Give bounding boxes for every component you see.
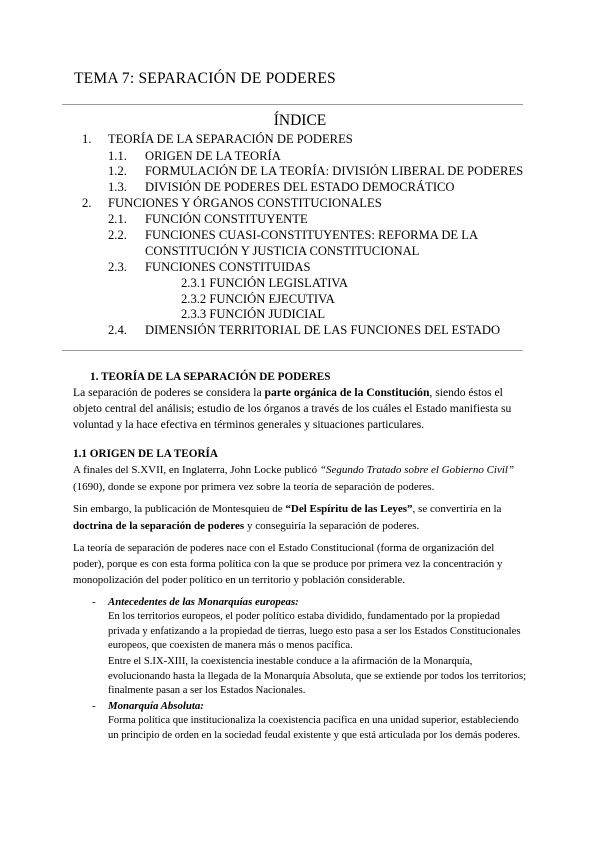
paragraph-montesquieu: Sin embargo, la publicación de Montesquieu de “Del Espíritu de las Leyes”, se convertiría en la doctrina de la separación de poderes y conseguiría la separación de poderes. [73, 503, 502, 532]
index-heading: ÍNDICE [273, 112, 327, 129]
toc-item-2-3-1[interactable]: 2.3.1 FUNCIÓN LEGISLATIVA [181, 276, 348, 290]
toc-number: 1.2. [108, 164, 127, 178]
toc-item-2-1[interactable]: FUNCIÓN CONSTITUYENTE [145, 212, 308, 226]
section-heading: 1. TEORÍA DE LA SEPARACIÓN DE PODERES [90, 371, 331, 383]
divider-top [62, 104, 523, 105]
toc-item-2-4[interactable]: DIMENSIÓN TERRITORIAL DE LAS FUNCIONES DEL ESTADO [145, 323, 501, 337]
bullet-dash: - [92, 596, 96, 608]
subsection-heading: 1.1 ORIGEN DE LA TEORÍA [73, 448, 218, 460]
divider-bottom [62, 350, 523, 351]
bullet-title: Antecedentes de las Monarquías europeas: [108, 596, 299, 608]
paragraph-origin: La teoría de separación de poderes nace con el Estado Constitucional (forma de organización del poder), porque es con esta forma política con la que se produce por primera vez la concentración y monopolización del poder político en un territorio y población considerable. [73, 542, 503, 586]
toc-item-1-3[interactable]: DIVISIÓN DE PODERES DEL ESTADO DEMOCRÁTICO [145, 180, 455, 194]
toc-number: 2. [82, 196, 92, 210]
toc-item-2-3-3[interactable]: 2.3.3 FUNCIÓN JUDICIAL [181, 307, 326, 321]
toc-number: 2.3. [108, 260, 127, 274]
toc-item-2-2[interactable]: FUNCIONES CUASI-CONSTITUYENTES: REFORMA DE LA [145, 228, 479, 242]
bullet-title: Monarquía Absoluta: [108, 700, 204, 712]
document-title: TEMA 7: SEPARACIÓN DE PODERES [74, 70, 336, 87]
toc-item-2-2-cont[interactable]: CONSTITUCIÓN Y JUSTICIA CONSTITUCIONAL [145, 244, 420, 258]
toc-number: 1.1. [108, 149, 127, 163]
bullet-dash: - [92, 700, 96, 712]
toc-item-2-3[interactable]: FUNCIONES CONSTITUIDAS [145, 260, 311, 274]
bullet-text: En los territorios europeos, el poder político estaba dividido, fundamentado por la propiedad privada y enfatizando a la propiedad de tierras, luego esto pasa a ser los Estados Constitucionales europeos, que coexisten de manera más o menos pacífica. [108, 611, 521, 651]
toc-item-1-1[interactable]: ORIGEN DE LA TEORÍA [145, 149, 281, 163]
bullet-text: Forma política que institucionaliza la coexistencia pacífica en una unidad superior, estableciendo un principio de orden en la sociedad feudal existente y que está articulada por los demás poderes. [108, 715, 521, 741]
toc-item-1[interactable]: TEORÍA DE LA SEPARACIÓN DE PODERES [108, 132, 353, 146]
bullet-text: Entre el S.IX-XIII, la coexistencia inestable conduce a la afirmación de la Monarquía, evolucionando hasta la llegada de la Monarquía Absoluta, que se extiende por todos los territorios; finalmente pasan a ser los Estados Nacionales. [108, 656, 527, 696]
toc-number: 1.3. [108, 180, 127, 194]
toc-number: 2.2. [108, 228, 127, 242]
section1-paragraph: La separación de poderes se considera la parte orgánica de la Constitución, siendo éstos el objeto central del análisis; estudio de los órganos a través de los cuáles el Estado manifiesta su voluntad y la hace efectiva en términos generales y situaciones particulares. [73, 386, 512, 431]
toc-number: 2.1. [108, 212, 127, 226]
toc-item-2-3-2[interactable]: 2.3.2 FUNCIÓN EJECUTIVA [181, 292, 335, 306]
paragraph-locke: A finales del S.XVII, en Inglaterra, John Locke publicó “Segundo Tratado sobre el Gobierno Civil” (1690), donde se expone por primera vez sobre la teoría de separación de poderes. [73, 464, 515, 493]
toc-item-2[interactable]: FUNCIONES Y ÓRGANOS CONSTITUCIONALES [108, 196, 382, 210]
toc-item-1-2[interactable]: FORMULACIÓN DE LA TEORÍA: DIVISIÓN LIBERAL DE PODERES [145, 164, 524, 178]
toc-number: 1. [82, 132, 92, 146]
toc-number: 2.4. [108, 323, 127, 337]
